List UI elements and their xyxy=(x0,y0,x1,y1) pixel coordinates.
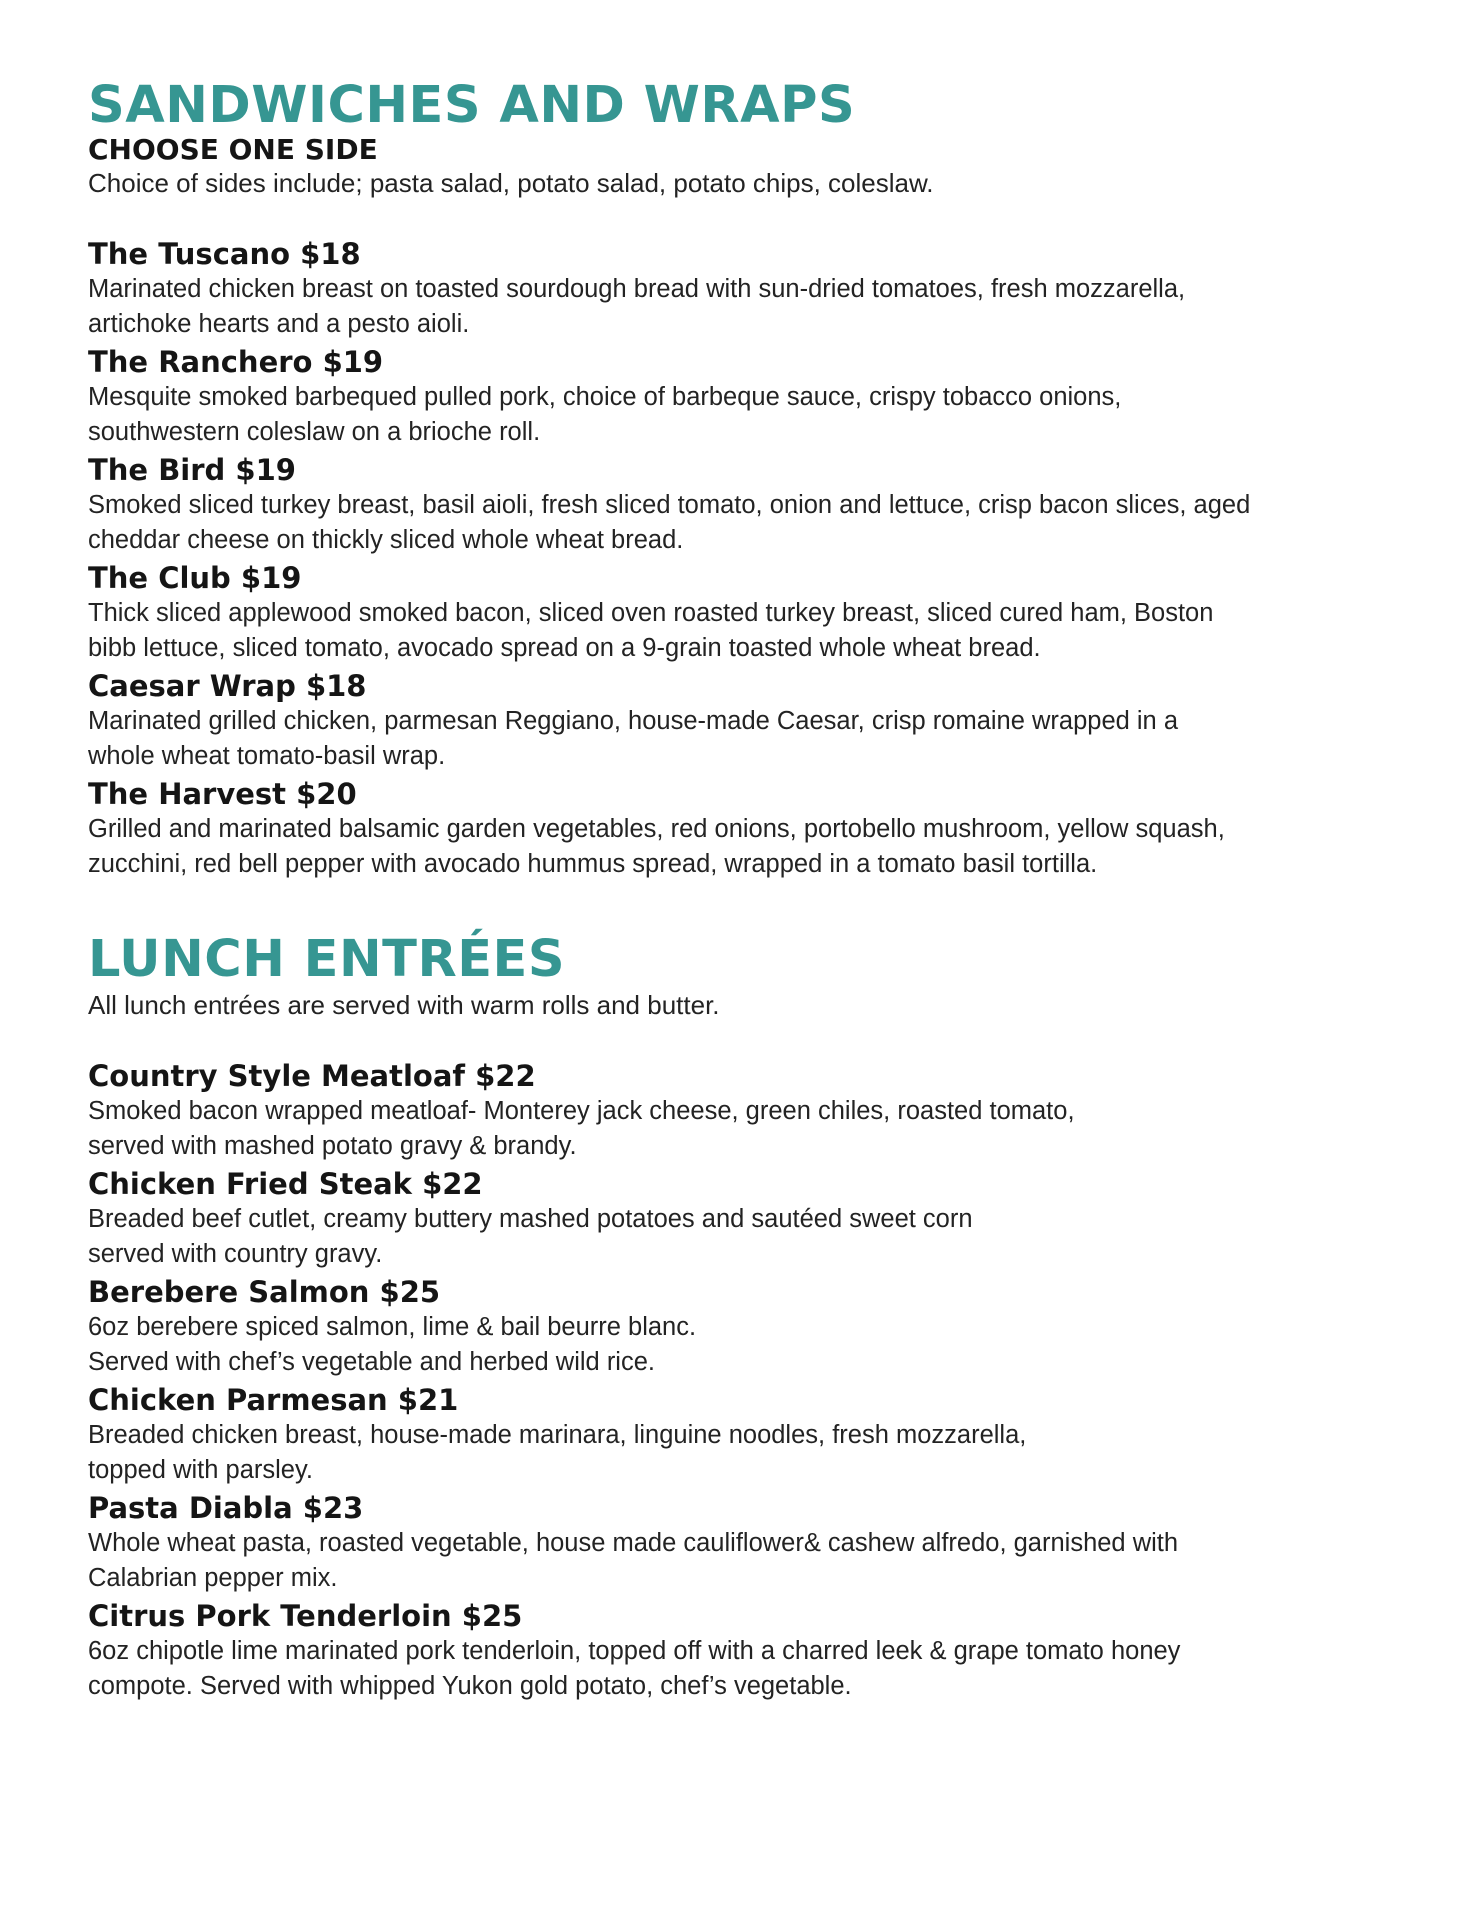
menu-item-description: Grilled and marinated balsamic garden vegetables, red onions, portobello mushroom, yellow squash, zucchini, red bell pepper with avocado hummus spread, wrapped in a tomato basil tortilla. xyxy=(88,815,1225,878)
menu-item-description: Whole wheat pasta, roasted vegetable, house made cauliflower& cashew alfredo, garnished with Calabrian pepper mix. xyxy=(88,1529,1179,1592)
section-spacer xyxy=(88,884,1418,932)
menu-item xyxy=(88,344,1418,450)
menu-item-title: Chicken Parmesan $21 xyxy=(88,1383,459,1417)
lunch-list xyxy=(88,1058,1418,1704)
menu-item xyxy=(88,1382,1418,1488)
menu-item xyxy=(88,1274,1418,1380)
menu-item xyxy=(88,236,1418,342)
lunch-note: All lunch entrées are served with warm rolls and butter. xyxy=(88,990,720,1020)
menu-item xyxy=(88,1490,1418,1596)
lunch-title: LUNCH ENTRÉES xyxy=(88,930,566,989)
menu-item-description: Thick sliced applewood smoked bacon, sliced oven roasted turkey breast, sliced cured ham, Boston bibb lettuce, sliced tomato, avocado spread on a 9-grain toasted whole wheat bread. xyxy=(88,599,1214,662)
menu-item-title: The Club $19 xyxy=(88,561,302,595)
menu-item xyxy=(88,452,1418,558)
menu-item-description: Marinated chicken breast on toasted sourdough bread with sun-dried tomatoes, fresh mozzarella, artichoke hearts and a pesto aioli. xyxy=(88,275,1186,338)
sandwiches-subtitle: CHOOSE ONE SIDE xyxy=(88,133,378,166)
menu-item-title: Pasta Diabla $23 xyxy=(88,1491,364,1525)
menu-item xyxy=(88,668,1418,774)
menu-item-title: Chicken Fried Steak $22 xyxy=(88,1167,483,1201)
menu-item xyxy=(88,560,1418,666)
menu-item-description: 6oz chipotle lime marinated pork tenderloin, topped off with a charred leek & grape tomato honey compote. Served with whipped Yukon gold potato, chef’s vegetable. xyxy=(88,1637,1181,1700)
menu-item-title: The Bird $19 xyxy=(88,453,296,487)
menu-item-description: Smoked bacon wrapped meatloaf- Monterey jack cheese, green chiles, roasted tomato, served with mashed potato gravy & brandy. xyxy=(88,1097,1075,1160)
menu-item xyxy=(88,1598,1418,1704)
menu-item-title: The Tuscano $18 xyxy=(88,237,361,271)
menu-item-description: 6oz berebere spiced salmon, lime & bail beurre blanc. Served with chef’s vegetable and herbed wild rice. xyxy=(88,1313,697,1376)
menu-item-title: Caesar Wrap $18 xyxy=(88,669,367,703)
menu-item-description: Breaded beef cutlet, creamy buttery mashed potatoes and sautéed sweet corn served with country gravy. xyxy=(88,1205,973,1268)
sandwiches-section xyxy=(88,78,1418,882)
menu-item-title: Berebere Salmon $25 xyxy=(88,1275,441,1309)
menu-item-description: Smoked sliced turkey breast, basil aioli, fresh sliced tomato, onion and lettuce, crisp bacon slices, aged cheddar cheese on thickly sliced whole wheat bread. xyxy=(88,491,1251,554)
sandwiches-note: Choice of sides include; pasta salad, potato salad, potato chips, coleslaw. xyxy=(88,168,934,198)
lunch-section xyxy=(88,932,1418,1704)
menu-item xyxy=(88,1058,1418,1164)
menu-item-description: Mesquite smoked barbequed pulled pork, choice of barbeque sauce, crispy tobacco onions, southwestern coleslaw on a brioche roll. xyxy=(88,383,1122,446)
menu-item-title: Country Style Meatloaf $22 xyxy=(88,1059,536,1093)
menu-item-description: Breaded chicken breast, house-made marinara, linguine noodles, fresh mozzarella, topped with parsley. xyxy=(88,1421,1027,1484)
menu-item xyxy=(88,776,1418,882)
menu-page xyxy=(88,78,1418,1706)
menu-item xyxy=(88,1166,1418,1272)
menu-item-description: Marinated grilled chicken, parmesan Reggiano, house-made Caesar, crisp romaine wrapped in a whole wheat tomato-basil wrap. xyxy=(88,707,1179,770)
sandwiches-title: SANDWICHES AND WRAPS xyxy=(88,76,856,135)
menu-item-title: The Harvest $20 xyxy=(88,777,357,811)
menu-item-title: The Ranchero $19 xyxy=(88,345,384,379)
menu-item-title: Citrus Pork Tenderloin $25 xyxy=(88,1599,523,1633)
sandwiches-list xyxy=(88,236,1418,882)
